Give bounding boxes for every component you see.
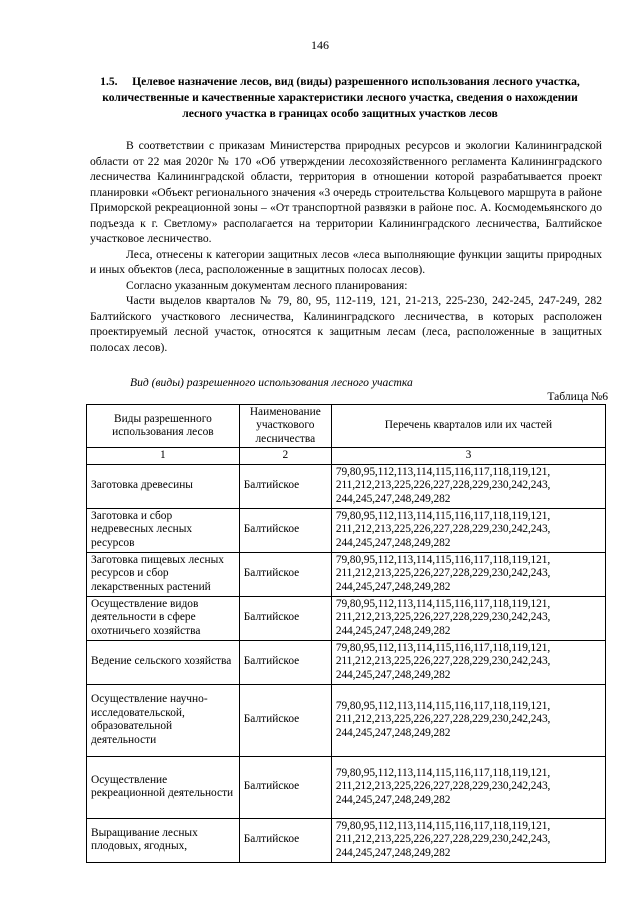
table-row [87,684,606,756]
column-header-use: Виды разрешенного использования лесов [87,405,240,448]
quarters-cell: 79,80,95,112,113,114,115,116,117,118,119,121, 211,212,213,225,226,227,228,229,230,242,243, 244,245,247,248,249,282 [331,464,605,508]
use-cell: Заготовка и сбор недревесных лесных ресурсов [87,508,240,552]
quarters-cell: 79,80,95,112,113,114,115,116,117,118,119,121, 211,212,213,225,226,227,228,229,230,242,243, 244,245,247,248,249,282 [331,596,605,640]
section-title: Целевое назначение лесов, вид (виды) разрешенного использования лесного участка, количественные и качественные характеристики лесного участка, сведения о нахождении лесного участка в границах особо защитных участков лесов [102,75,580,120]
table-row [87,818,606,862]
quarters-cell: 79,80,95,112,113,114,115,116,117,118,119,121, 211,212,213,225,226,227,228,229,230,242,243, 244,245,247,248,249,282 [331,508,605,552]
section-heading [90,74,590,122]
column-number: 3 [331,448,605,464]
column-number: 2 [239,448,331,464]
quarters-cell: 79,80,95,112,113,114,115,116,117,118,119,121, 211,212,213,225,226,227,228,229,230,242,243, 244,245,247,248,249,282 [331,756,605,818]
paragraph: Части выделов кварталов № 79, 80, 95, 112-119, 121, 21-213, 225-230, 242-245, 247-249, 282 Балтийского участкового лесничества, Калининградского лесничества, в которых расположен проектируемый лесной участок, относятся к защитным лесам (леса, расположенные в защитных полосах лесов). [90,294,602,354]
table-row [87,508,606,552]
use-cell: Ведение сельского хозяйства [87,640,240,684]
forestry-cell: Балтийское [239,596,331,640]
section-number: 1.5. [100,75,118,88]
paragraph: Согласно указанным документам лесного планирования: [126,278,408,292]
column-header-quarters: Перечень кварталов или их частей [331,405,605,448]
use-cell: Заготовка древесины [87,464,240,508]
table-label: Таблица №6 [547,390,608,403]
use-cell: Осуществление рекреационной деятельности [87,756,240,818]
table-row [87,756,606,818]
forestry-cell: Балтийское [239,508,331,552]
forestry-cell: Балтийское [239,640,331,684]
column-header-forestry: Наименование участкового лесничества [239,405,331,448]
body-text [90,138,602,355]
column-number: 1 [87,448,240,464]
quarters-cell: 79,80,95,112,113,114,115,116,117,118,119,121, 211,212,213,225,226,227,228,229,230,242,243, 244,245,247,248,249,282 [331,684,605,756]
forestry-cell: Балтийское [239,552,331,596]
forestry-cell: Балтийское [239,818,331,862]
use-cell: Осуществление научно-исследовательской, образовательной деятельности [87,684,240,756]
page-number: 146 [311,38,329,52]
forestry-cell: Балтийское [239,756,331,818]
paragraph: В соответствии с приказам Министерства природных ресурсов и экологии Калининградской области от 22 мая 2020г № 170 «Об утверждении лесохозяйственного регламента Калининградского лесничества Калининградской области, территория в отношении которой разрабатывается проект планировки «Объект регионального значения «3 очередь строительства Кольцевого маршрута в районе Приморской рекреационной зоны – «От транспортной развязки в районе пос. А. Космодемьянского до подъезда к г. Светлому» располагается на территории Калининградского лесничества, Балтийское участковое лесничество. [90,139,602,245]
quarters-cell: 79,80,95,112,113,114,115,116,117,118,119,121, 211,212,213,225,226,227,228,229,230,242,243, 244,245,247,248,249,282 [331,818,605,862]
column-number-row [87,448,606,464]
table-row [87,640,606,684]
table-row [87,464,606,508]
forestry-cell: Балтийское [239,464,331,508]
use-cell: Осуществление видов деятельности в сфере охотничьего хозяйства [87,596,240,640]
forestry-cell: Балтийское [239,684,331,756]
paragraph: Леса, отнесены к категории защитных лесов «леса выполняющие функции защиты природных и иных объектов (леса, расположенные в защитных полосах лесов). [90,247,602,276]
permitted-use-table [86,404,606,863]
quarters-cell: 79,80,95,112,113,114,115,116,117,118,119,121, 211,212,213,225,226,227,228,229,230,242,243, 244,245,247,248,249,282 [331,640,605,684]
use-cell: Заготовка пищевых лесных ресурсов и сбор лекарственных растений [87,552,240,596]
table-header-row [87,405,606,448]
use-cell: Выращивание лесных плодовых, ягодных, [87,818,240,862]
quarters-cell: 79,80,95,112,113,114,115,116,117,118,119,121, 211,212,213,225,226,227,228,229,230,242,243, 244,245,247,248,249,282 [331,552,605,596]
table-row [87,596,606,640]
table-row [87,552,606,596]
table-caption: Вид (виды) разрешенного использования лесного участка [130,376,413,389]
